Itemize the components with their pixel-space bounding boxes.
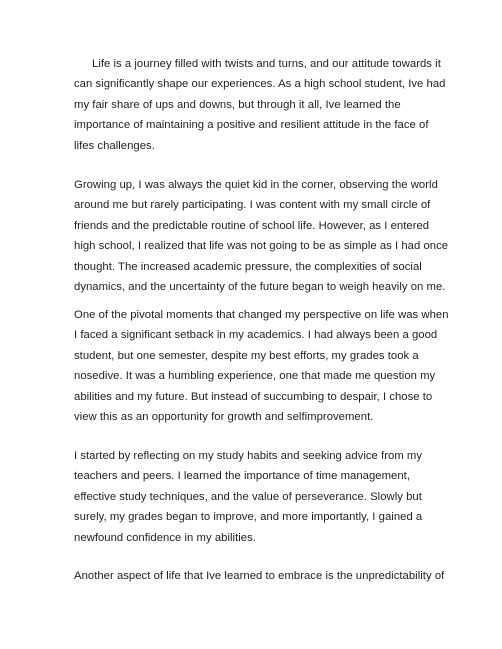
text-line: One of the pivotal moments that changed my perspective on life was when [74,309,449,321]
text-line: student, but one semester, despite my best efforts, my grades took a [74,349,419,362]
text-line: I started by reflecting on my study habits and seeking advice from my [74,450,423,462]
text-line: high school, I realized that life was not going to be as simple as I had once [74,240,449,253]
text-line: thought. The increased academic pressure, the complexities of social [74,260,422,273]
text-line: lifes challenges. [74,139,155,152]
paragraph-study-habits [74,446,422,548]
text-line: my fair share of ups and downs, but through it all, Ive learned the [74,98,401,111]
text-line: around me but rarely participating. I was content with my small circle of [74,199,431,212]
text-line: can significantly shape our experiences. As a high school student, Ive had [74,78,446,91]
text-line: Growing up, I was always the quiet kid in the corner, observing the world [74,179,438,191]
text-line: surely, my grades began to improve, and more importantly, I gained a [74,511,423,524]
text-line: teachers and peers. I learned the importance of time management, [74,470,410,483]
paragraph-pivotal-moment [74,305,449,427]
text-line: friends and the predictable routine of school life. However, as I entered [74,219,430,232]
text-line: abilities and my future. But instead of succumbing to despair, I chose to [74,390,433,403]
text-line: effective study techniques, and the value of perseverance. Slowly but [74,490,422,503]
paragraph-intro [74,54,445,156]
text-line: newfound confidence in my abilities. [74,531,256,544]
text-line: nosedive. It was a humbling experience, one that made me question my [74,370,436,383]
paragraph-unpredictability [74,566,444,586]
text-line: I faced a significant setback in my academics. I had always been a good [74,329,438,342]
text-line: view this as an opportunity for growth and selfimprovement. [74,411,374,424]
text-line: dynamics, and the uncertainty of the future began to weigh heavily on me. [74,281,446,294]
text-line: Life is a journey filled with twists and turns, and our attitude towards it [92,58,441,70]
paragraph-growing-up [74,175,448,297]
text-line: Another aspect of life that Ive learned to embrace is the unpredictability of [74,570,445,582]
text-line: importance of maintaining a positive and resilient attitude in the face of [74,119,429,132]
